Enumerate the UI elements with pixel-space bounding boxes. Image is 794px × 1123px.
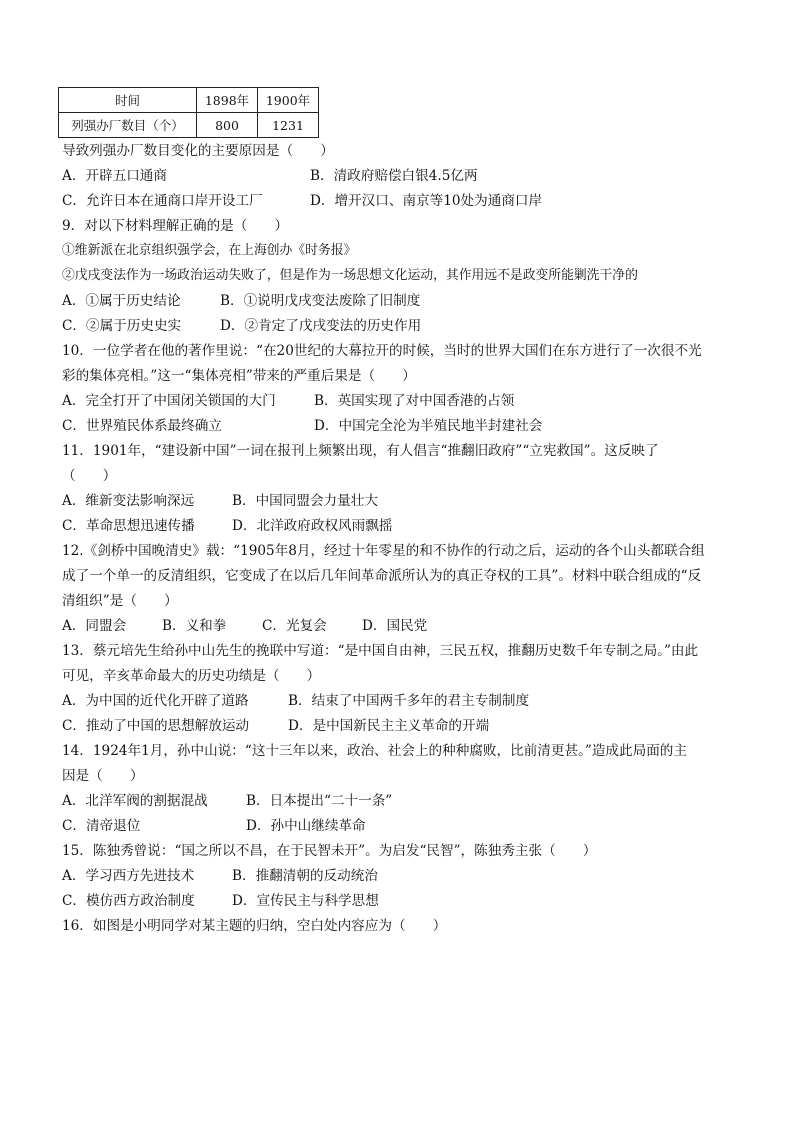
q8-stem: 导致列强办厂数目变化的主要原因是（ ） bbox=[62, 143, 334, 159]
option-b: B．结束了中国两千多年的君主专制制度 bbox=[288, 693, 530, 709]
option-c: C．允许日本在通商口岸开设工厂 bbox=[62, 193, 263, 209]
option-a: A．完全打开了中国闭关锁国的大门 bbox=[62, 393, 276, 409]
table-cell: 列强办厂数目（个） bbox=[59, 113, 197, 138]
option-c: C．清帝退位 bbox=[62, 818, 141, 834]
q9-stem: 9．对以下材料理解正确的是（ ） bbox=[62, 218, 289, 234]
q9-options-ab bbox=[62, 291, 420, 311]
q10-options-cd bbox=[62, 416, 542, 436]
q15-stem: 15．陈独秀曾说：“国之所以不昌，在于民智未开”。为启发“民智”，陈独秀主张（ ） bbox=[62, 843, 597, 859]
option-c: C．模仿西方政治制度 bbox=[62, 893, 195, 909]
q13-options-cd bbox=[62, 716, 489, 736]
table-cell: 1231 bbox=[258, 113, 319, 138]
option-d: D．北洋政府政权风雨飘摇 bbox=[232, 518, 393, 534]
option-b: B．义和拳 bbox=[162, 618, 227, 634]
option-d: D．是中国新民主主义革命的开端 bbox=[288, 718, 490, 734]
q9-options-cd bbox=[62, 316, 421, 336]
option-a: A．①属于历史结论 bbox=[62, 293, 181, 309]
factory-count-table bbox=[58, 87, 319, 138]
q13-stem-line2: 可见，辛亥革命最大的历史功绩是（ ） bbox=[62, 668, 321, 684]
q10-stem-line1: 10．一位学者在他的著作里说：“在20世纪的大幕拉开的时候，当时的世界大国们在东方进行了一次很不光 bbox=[62, 343, 702, 359]
q16-stem: 16．如图是小明同学对某主题的归纳，空白处内容应为（ ） bbox=[62, 918, 447, 934]
option-b: B．中国同盟会力量壮大 bbox=[232, 493, 378, 509]
q13-stem-line1: 13．蔡元培先生给孙中山先生的挽联中写道：“是中国自由神，三民五权，推翻历史数千年专制之局。”由此 bbox=[62, 643, 699, 659]
option-d: D．孙中山继续革命 bbox=[246, 818, 366, 834]
q15-options-cd bbox=[62, 891, 379, 911]
option-d: D．中国完全沦为半殖民地半封建社会 bbox=[314, 418, 543, 434]
q9-material-1: ①维新派在北京组织强学会，在上海创办《时务报》 bbox=[62, 243, 357, 258]
option-a: A．维新变法影响深远 bbox=[62, 493, 195, 509]
option-d: D．国民党 bbox=[362, 618, 428, 634]
option-b: B．清政府赔偿白银4.5亿两 bbox=[310, 168, 478, 184]
option-a: A．同盟会 bbox=[62, 618, 127, 634]
option-c: C．革命思想迅速传播 bbox=[62, 518, 195, 534]
q13-options-ab bbox=[62, 691, 529, 711]
q10-stem-line2: 彩的集体亮相。”这一“集体亮相”带来的严重后果是（ ） bbox=[62, 368, 416, 384]
table-cell: 1900年 bbox=[258, 88, 319, 113]
option-c: C．光复会 bbox=[262, 618, 327, 634]
q12-stem-line2: 成了一个单一的反清组织，它变成了在以后几年间革命派所认为的真正夺权的工具”。材料中联合组成的“反 bbox=[62, 568, 702, 584]
option-b: B．英国实现了对中国香港的占领 bbox=[314, 393, 515, 409]
q10-options-ab bbox=[62, 391, 514, 411]
q14-options-cd bbox=[62, 816, 366, 836]
option-b: B．推翻清朝的反动统治 bbox=[232, 868, 378, 884]
q14-stem-line2: 因是（ ） bbox=[62, 768, 144, 784]
q12-stem-line3: 清组织”是（ ） bbox=[62, 593, 178, 609]
option-a: A．为中国的近代化开辟了道路 bbox=[62, 693, 249, 709]
option-a: A．北洋军阀的割据混战 bbox=[62, 793, 208, 809]
table-header-row bbox=[59, 88, 319, 113]
option-d: D．增开汉口、南京等10处为通商口岸 bbox=[310, 193, 543, 209]
option-d: D．②肯定了戊戌变法的历史作用 bbox=[220, 318, 422, 334]
q11-options-ab bbox=[62, 491, 378, 511]
option-b: B．日本提出“二十一条” bbox=[246, 793, 393, 809]
option-a: A．开辟五口通商 bbox=[62, 168, 167, 184]
q14-options-ab bbox=[62, 791, 392, 811]
q12-stem-line1: 12.《剑桥中国晚清史》载：“1905年8月，经过十年零星的和不协作的行动之后，运动的各个山头都联合组 bbox=[62, 543, 705, 559]
q14-stem-line1: 14．1924年1月，孙中山说：“这十三年以来，政治、社会上的种种腐败，比前清更甚。”造成此局面的主 bbox=[62, 743, 687, 759]
q9-material-2: ②戊戌变法作为一场政治运动失败了，但是作为一场思想文化运动，其作用远不是政变所能剿洗干净的 bbox=[62, 268, 638, 283]
q11-stem-line2: （ ） bbox=[62, 468, 117, 484]
table-cell: 1898年 bbox=[197, 88, 258, 113]
option-d: D．宣传民主与科学思想 bbox=[232, 893, 379, 909]
option-c: C．推动了中国的思想解放运动 bbox=[62, 718, 250, 734]
q8-options-ab bbox=[62, 166, 478, 186]
table-cell: 800 bbox=[197, 113, 258, 138]
option-c: C．②属于历史史实 bbox=[62, 318, 182, 334]
q15-options-ab bbox=[62, 866, 378, 886]
option-b: B．①说明戊戌变法废除了旧制度 bbox=[220, 293, 421, 309]
q12-options bbox=[62, 616, 427, 636]
q11-options-cd bbox=[62, 516, 392, 536]
q11-stem-line1: 11．1901年，“建设新中国”一词在报刊上频繁出现，有人倡言“推翻旧政府”“立宪救国”。这反映了 bbox=[62, 443, 659, 459]
option-a: A．学习西方先进技术 bbox=[62, 868, 195, 884]
table-row bbox=[59, 113, 319, 138]
q8-options-cd bbox=[62, 191, 542, 211]
option-c: C．世界殖民体系最终确立 bbox=[62, 418, 222, 434]
table-cell: 时间 bbox=[59, 88, 197, 113]
